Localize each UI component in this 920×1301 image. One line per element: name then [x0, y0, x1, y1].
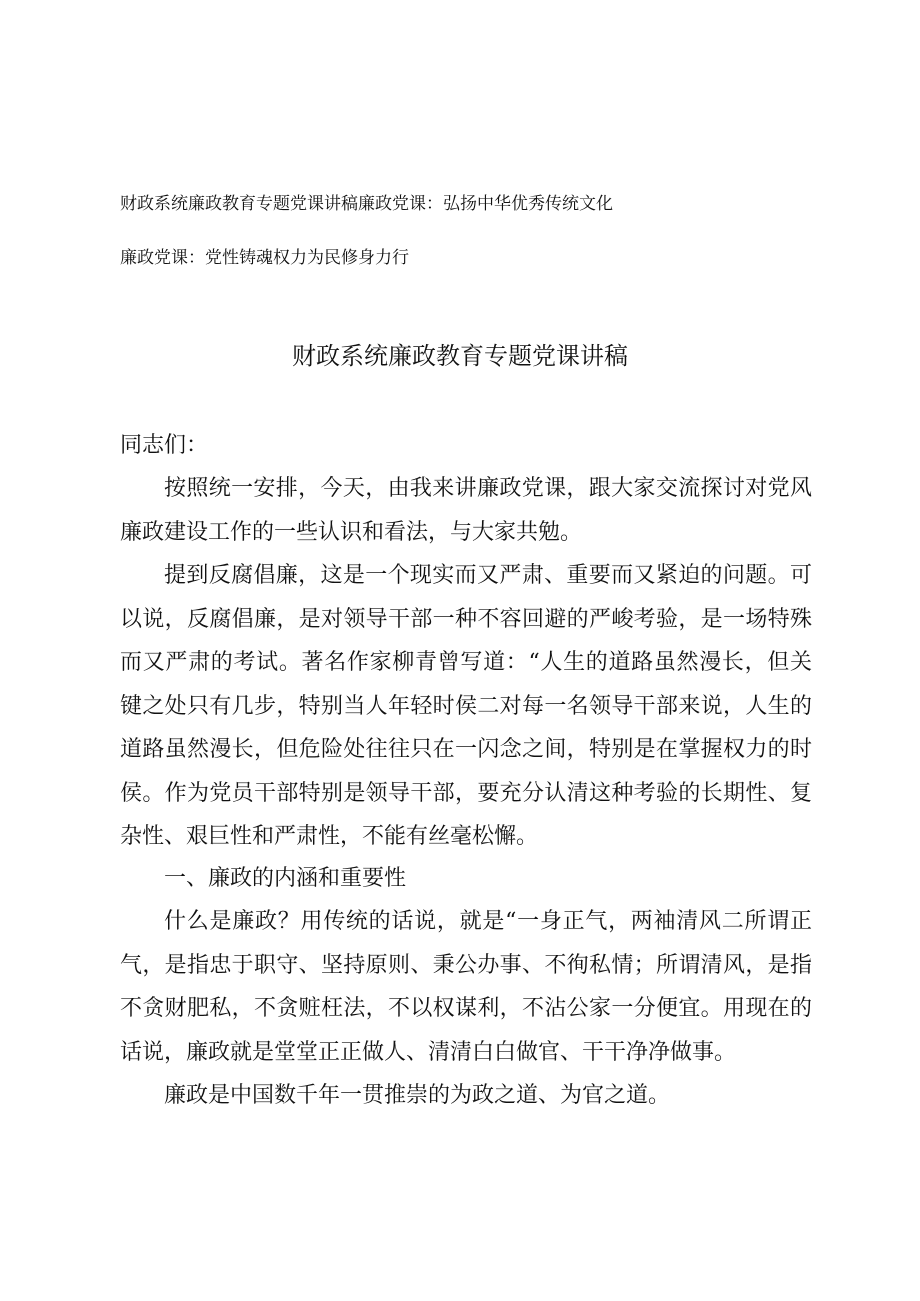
- header-subtitle-line: 廉政党课：党性铸魂权力为民修身力行: [120, 248, 409, 268]
- intro-paragraphs: [120, 467, 812, 859]
- section-heading: 一、廉政的内涵和重要性: [164, 866, 407, 891]
- paragraph: 廉政是中国数千年一贯推崇的为政之道、为官之道。: [164, 1083, 671, 1108]
- header-title-line: 财政系统廉政教育专题党课讲稿廉政党课：弘扬中华优秀传统文化: [120, 194, 613, 214]
- section-paragraphs: [120, 900, 812, 1118]
- document-title: 财政系统廉政教育专题党课讲稿: [292, 342, 628, 370]
- paragraph: 提到反腐倡廉，这是一个现实而又严肃、重要而又紧迫的问题。可以说，反腐倡廉，是对领导干部一种不容回避的严峻考验，是一场特殊而又严肃的考试。著名作家柳青曾写道：“人生的道路虽然漫长，但关键之处只有几步，特别当人年轻时侯二对每一名领导干部来说，人生的道路虽然漫长，但危险处往往只在一闪念之间，特别是在掌握权力的时侯。作为党员干部特别是领导干部，要充分认清这种考验的长期性、复杂性、艰巨性和严肃性，不能有丝毫松懈。: [120, 563, 812, 849]
- paragraph: 按照统一安排，今天，由我来讲廉政党课，跟大家交流探讨对党风廉政建设工作的一些认识和看法，与大家共勉。: [120, 476, 812, 545]
- salutation: 同志们：: [120, 433, 209, 458]
- paragraph: 什么是廉政？用传统的话说，就是“一身正气，两袖清风二所谓正气，是指忠于职守、坚持原则、秉公办事、不徇私情；所谓清风，是指不贪财肥私，不贪赃枉法，不以权谋利，不沾公家一分便宜。用现在的话说，廉政就是堂堂正正做人、清清白白做官、干干净净做事。: [120, 909, 812, 1065]
